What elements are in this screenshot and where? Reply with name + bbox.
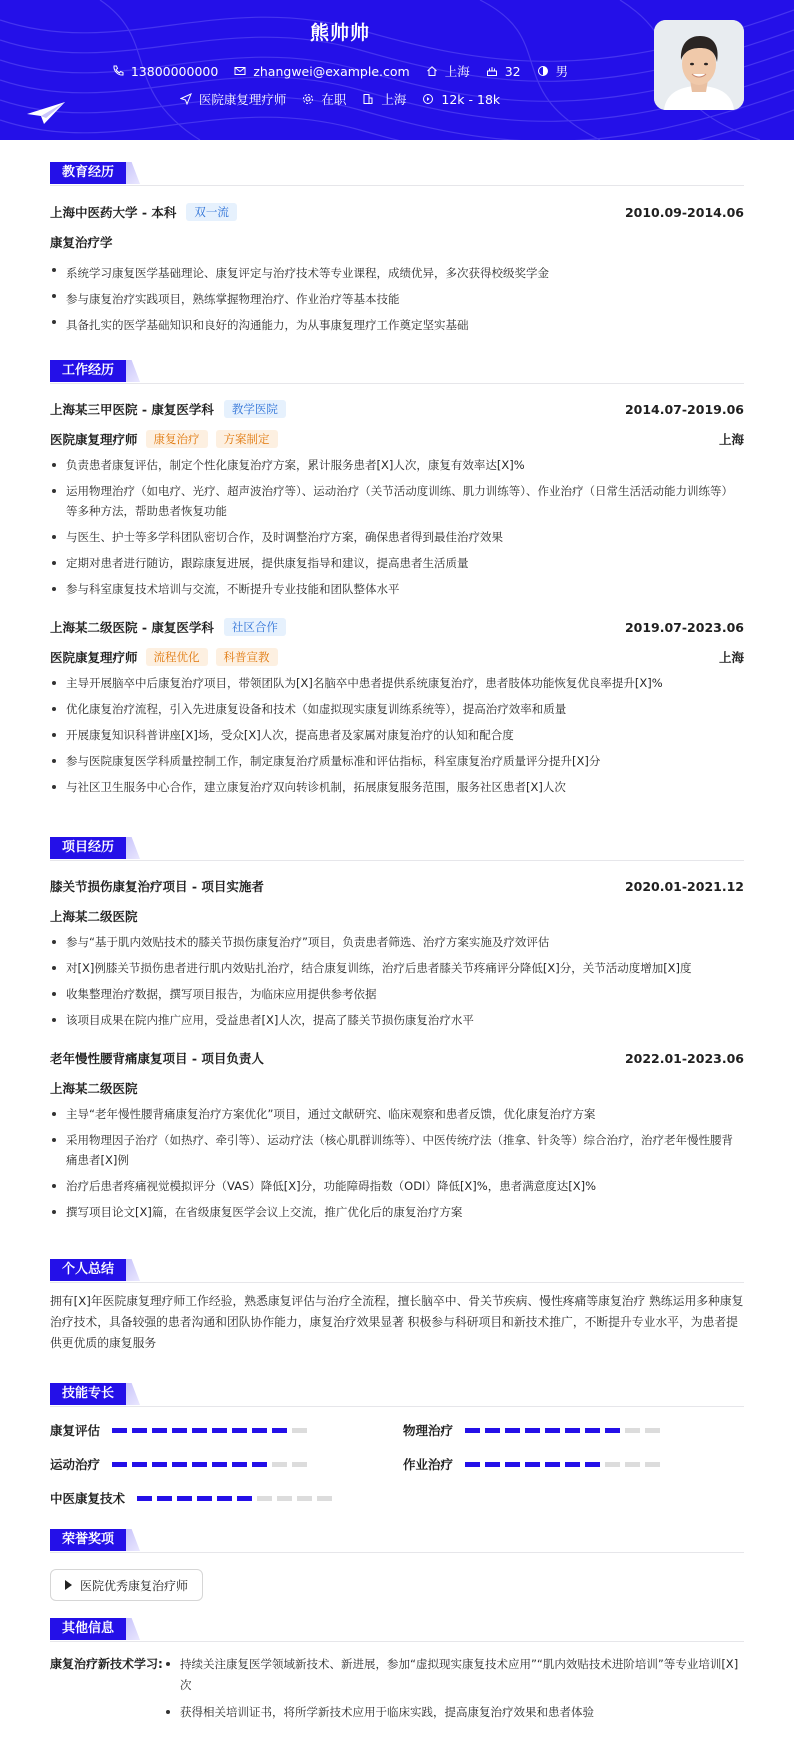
skill-dot-filled <box>112 1462 127 1467</box>
skill-dot-filled <box>505 1462 520 1467</box>
skill-dot-filled <box>525 1428 540 1433</box>
work-city: 上海 <box>718 650 744 665</box>
paper-plane-icon <box>26 100 66 126</box>
section-title <box>50 1618 744 1642</box>
skill-dot-empty <box>257 1496 272 1501</box>
skill-dot-filled <box>152 1462 167 1467</box>
gender-info <box>537 62 569 80</box>
list-item: 收集整理治疗数据，撰写项目报告，为临床应用提供参考依据 <box>50 984 744 1004</box>
other-label: 康复治疗新技术学习: <box>50 1657 163 1671</box>
skill-dot-empty <box>272 1462 287 1467</box>
work-badge: 教学医院 <box>224 400 286 418</box>
list-item: 与医生、护士等多学科团队密切合作，及时调整治疗方案，确保患者得到最佳治疗效果 <box>50 527 744 547</box>
project-org-text: 上海某二级医院 <box>50 909 138 924</box>
skill-dot-filled <box>112 1428 127 1433</box>
skill-dot-filled <box>565 1428 580 1433</box>
skill-dot-filled <box>172 1462 187 1467</box>
skill-dot-filled <box>232 1462 247 1467</box>
skill-dot-filled <box>152 1428 167 1433</box>
project-date: 2020.01-2021.12 <box>624 878 744 894</box>
list-item: 参与“基于肌内效贴技术的膝关节损伤康复治疗”项目，负责患者筛选、治疗方案实施及疗效评估 <box>50 932 744 952</box>
position-text: 医院康复理疗师 <box>198 92 287 107</box>
list-item: 参与康复治疗实践项目，熟练掌握物理治疗、作业治疗等基本技能 <box>50 286 744 312</box>
project-org <box>50 1078 744 1098</box>
skill-dot-filled <box>565 1462 580 1467</box>
project-name: 老年慢性腰背痛康复项目 - 项目负责人 <box>50 1051 264 1066</box>
skill-dot-filled <box>252 1428 267 1433</box>
skill-dot-filled <box>197 1496 212 1501</box>
send-icon <box>180 93 192 105</box>
skill-dot-filled <box>172 1428 187 1433</box>
list-item: 开展康复知识科普讲座[X]场，受众[X]人次，提高患者及家属对康复治疗的认知和配合度 <box>50 725 744 745</box>
age-info <box>486 64 521 79</box>
contact-row <box>0 62 680 80</box>
skill-dot-filled <box>485 1462 500 1467</box>
skill-dot-empty <box>645 1462 660 1467</box>
work-tag: 方案制定 <box>216 430 278 448</box>
skill-dot-filled <box>137 1496 152 1501</box>
summary-text: 拥有[X]年医院康复理疗师工作经验，熟悉康复评估与治疗全流程，擅长脑卒中、骨关节疾病、慢性疼痛等康复治疗 熟练运用多种康复治疗技术，具备较强的患者沟通和团队协作能力，康复治疗效果显著 积极参与科研项目和新技术推广，不断提升专业水平，为患者提供更优质的康复服务 <box>50 1294 744 1350</box>
major-text: 康复治疗学 <box>50 235 113 250</box>
status-info <box>302 90 346 108</box>
skill-dot-empty <box>625 1462 640 1467</box>
project-org <box>50 906 744 926</box>
section-title-tag: 工作经历 <box>50 360 126 382</box>
section-title-tag: 荣誉奖项 <box>50 1529 126 1551</box>
avatar <box>654 20 744 110</box>
list-item: 该项目成果在院内推广应用，受益患者[X]人次，提高了膝关节损伤康复治疗水平 <box>50 1010 744 1030</box>
section-title-tag: 其他信息 <box>50 1618 126 1640</box>
city-text: 上海 <box>381 92 407 107</box>
settings-icon <box>302 93 314 105</box>
status-text: 在职 <box>321 92 347 107</box>
list-item: 对[X]例膝关节损伤患者进行肌内效贴扎治疗，结合康复训练，治疗后患者膝关节疼痛评分降低[X]分，关节活动度增加[X]度 <box>50 958 744 978</box>
skill-dot-empty <box>292 1462 307 1467</box>
list-item: 负责患者康复评估，制定个性化康复治疗方案，累计服务患者[X]人次，康复有效率达[X]% <box>50 455 744 475</box>
list-item: 获得相关培训证书，将所学新技术应用于临床实践，提高康复治疗效果和患者体验 <box>164 1702 744 1723</box>
skill-name: 运动治疗 <box>50 1457 101 1472</box>
phone-icon <box>112 65 124 77</box>
work-role: 医院康复理疗师 <box>50 432 138 447</box>
project-entry <box>50 1048 744 1222</box>
section-title-tag: 个人总结 <box>50 1259 126 1281</box>
avatar-portrait <box>654 20 744 110</box>
list-item: 运用物理治疗（如电疗、光疗、超声波治疗等）、运动治疗（关节活动度训练、肌力训练等）、作业治疗（日常生活活动能力训练等）等多种方法，帮助患者恢复功能 <box>50 481 744 521</box>
skill-dot-filled <box>545 1462 560 1467</box>
project-bullets <box>50 1104 744 1222</box>
school-name: 上海中医药大学 - 本科 <box>50 205 177 220</box>
skill-dot-empty <box>625 1428 640 1433</box>
award-text: 医院优秀康复治疗师 <box>80 1578 189 1593</box>
skill-name: 中医康复技术 <box>50 1491 126 1506</box>
skill-dot-filled <box>525 1462 540 1467</box>
list-item: 参与医院康复医学科质量控制工作，制定康复治疗质量标准和评估指标，科室康复治疗质量评分提升[X]分 <box>50 751 744 771</box>
education-section <box>50 162 744 338</box>
project-bullets <box>50 932 744 1030</box>
skill-dot-empty <box>297 1496 312 1501</box>
skill-level <box>112 1428 307 1433</box>
school-badge: 双一流 <box>186 203 237 221</box>
project-org-text: 上海某二级医院 <box>50 1081 138 1096</box>
work-role-row <box>50 429 744 449</box>
list-item: 定期对患者进行随访，跟踪康复进展，提供康复指导和建议，提高患者生活质量 <box>50 553 744 573</box>
skill-dot-filled <box>237 1496 252 1501</box>
work-city: 上海 <box>718 432 744 447</box>
skill-dot-filled <box>252 1462 267 1467</box>
list-item: 系统学习康复医学基础理论、康复评定与治疗技术等专业课程，成绩优异，多次获得校级奖学金 <box>50 260 744 286</box>
skill-level <box>137 1496 332 1501</box>
skill-dot-filled <box>272 1428 287 1433</box>
work-entry <box>50 399 744 599</box>
work-org: 上海某三甲医院 - 康复医学科 <box>50 402 214 417</box>
list-item: 优化康复治疗流程，引入先进康复设备和技术（如虚拟现实康复训练系统等），提高治疗效率和质量 <box>50 699 744 719</box>
phone-text: 13800000000 <box>130 63 219 79</box>
project-entry <box>50 876 744 1030</box>
other-section <box>50 1618 744 1723</box>
coin-icon <box>422 93 434 105</box>
education-date: 2010.09-2014.06 <box>624 204 744 220</box>
skill-dot-filled <box>232 1428 247 1433</box>
project-date: 2022.01-2023.06 <box>624 1050 744 1066</box>
skill-dot-filled <box>585 1462 600 1467</box>
list-item: 参与科室康复技术培训与交流，不断提升专业技能和团队整体水平 <box>50 579 744 599</box>
section-title <box>50 1383 744 1407</box>
age-text: 32 <box>504 63 521 79</box>
work-date: 2019.07-2023.06 <box>624 619 744 635</box>
location-text: 上海 <box>444 64 470 79</box>
skill-dot-filled <box>132 1428 147 1433</box>
gender-text: 男 <box>555 64 569 79</box>
skill-dot-filled <box>545 1428 560 1433</box>
skill-dot-filled <box>177 1496 192 1501</box>
resume-header <box>0 0 794 140</box>
skill-dot-filled <box>585 1428 600 1433</box>
education-bullets <box>50 260 744 338</box>
triangle-right-icon <box>65 1580 72 1590</box>
work-badge: 社区合作 <box>224 618 286 636</box>
work-tag: 康复治疗 <box>146 430 208 448</box>
skill-dot-empty <box>277 1496 292 1501</box>
work-tag: 科普宣教 <box>216 648 278 666</box>
skill-item <box>403 1421 743 1439</box>
work-tag: 流程优化 <box>146 648 208 666</box>
education-entry-head <box>50 202 744 222</box>
skill-item <box>50 1489 403 1507</box>
section-title-tag: 教育经历 <box>50 162 126 184</box>
position-info <box>180 90 287 108</box>
list-item: 治疗后患者疼痛视觉模拟评分（VAS）降低[X]分，功能障碍指数（ODI）降低[X]%，患者满意度达[X]% <box>50 1176 744 1196</box>
skill-dot-empty <box>292 1428 307 1433</box>
work-role: 医院康复理疗师 <box>50 650 138 665</box>
skill-dot-filled <box>192 1428 207 1433</box>
skill-item <box>50 1421 403 1439</box>
cake-icon <box>486 65 498 77</box>
list-item: 主导开展脑卒中后康复治疗项目，带领团队为[X]名脑卒中患者提供系统康复治疗，患者肢体功能恢复优良率提升[X]% <box>50 673 744 693</box>
section-title <box>50 1259 744 1283</box>
work-org: 上海某二级医院 - 康复医学科 <box>50 620 214 635</box>
projects-section <box>50 837 744 1222</box>
skill-dot-empty <box>317 1496 332 1501</box>
work-entry-head <box>50 617 744 637</box>
other-bullets <box>164 1654 744 1723</box>
work-section <box>50 360 744 797</box>
city-info <box>362 90 406 108</box>
work-bullets <box>50 455 744 599</box>
skill-item <box>50 1455 403 1473</box>
skill-name: 康复评估 <box>50 1423 101 1438</box>
skill-name: 作业治疗 <box>403 1457 454 1472</box>
skill-dot-filled <box>132 1462 147 1467</box>
skill-dot-filled <box>192 1462 207 1467</box>
skills-section <box>50 1383 744 1507</box>
home-icon <box>426 65 438 77</box>
list-item: 具备扎实的医学基础知识和良好的沟通能力，为从事康复理疗工作奠定坚实基础 <box>50 312 744 338</box>
email-text: zhangwei@example.com <box>253 63 410 79</box>
phone-info <box>112 64 218 79</box>
skill-dot-filled <box>212 1428 227 1433</box>
work-entry <box>50 617 744 797</box>
building-icon <box>362 93 374 105</box>
skill-name: 物理治疗 <box>403 1423 454 1438</box>
skill-level <box>112 1462 307 1467</box>
skills-grid <box>50 1421 744 1507</box>
job-intent-row <box>0 90 680 108</box>
section-title-tag: 项目经历 <box>50 837 126 859</box>
project-entry-head <box>50 1048 744 1068</box>
skill-dot-empty <box>645 1428 660 1433</box>
project-name: 膝关节损伤康复治疗项目 - 项目实施者 <box>50 879 264 894</box>
candidate-name: 熊帅帅 <box>309 22 370 44</box>
skill-dot-filled <box>465 1462 480 1467</box>
major <box>50 232 744 252</box>
other-info <box>50 1654 744 1723</box>
skill-level <box>465 1428 660 1433</box>
list-item: 主导“老年慢性腰背痛康复治疗方案优化”项目，通过文献研究、临床观察和患者反馈，优化康复治疗方案 <box>50 1104 744 1124</box>
skill-dot-filled <box>217 1496 232 1501</box>
skill-dot-filled <box>212 1462 227 1467</box>
list-item: 采用物理因子治疗（如热疗、牵引等）、运动疗法（核心肌群训练等）、中医传统疗法（推拿、针灸等）综合治疗，治疗老年慢性腰背痛患者[X]例 <box>50 1130 744 1170</box>
gender-icon <box>537 65 549 77</box>
section-title-tag: 技能专长 <box>50 1383 126 1405</box>
skill-dot-empty <box>605 1462 620 1467</box>
project-entry-head <box>50 876 744 896</box>
email-info <box>234 64 409 79</box>
section-title <box>50 162 744 186</box>
awards-section <box>50 1529 744 1601</box>
mail-icon <box>234 65 246 77</box>
location-info <box>426 62 470 80</box>
section-title <box>50 360 744 384</box>
skill-dot-filled <box>485 1428 500 1433</box>
work-role-row <box>50 647 744 667</box>
list-item: 与社区卫生服务中心合作，建立康复治疗双向转诊机制，拓展康复服务范围，服务社区患者[X]人次 <box>50 777 744 797</box>
skill-dot-filled <box>605 1428 620 1433</box>
list-item: 持续关注康复医学领域新技术、新进展，参加“虚拟现实康复技术应用”“肌内效贴技术进阶培训”等专业培训[X]次 <box>164 1654 744 1696</box>
skill-dot-filled <box>505 1428 520 1433</box>
section-title <box>50 1529 744 1553</box>
section-title <box>50 837 744 861</box>
skill-dot-filled <box>465 1428 480 1433</box>
salary-text: 12k - 18k <box>441 91 501 107</box>
work-entry-head <box>50 399 744 419</box>
work-bullets <box>50 673 744 797</box>
skill-dot-filled <box>157 1496 172 1501</box>
work-date: 2014.07-2019.06 <box>624 401 744 417</box>
skill-item <box>403 1455 743 1473</box>
list-item: 撰写项目论文[X]篇，在省级康复医学会议上交流，推广优化后的康复治疗方案 <box>50 1202 744 1222</box>
salary-info <box>422 92 500 107</box>
summary-section <box>50 1259 744 1354</box>
award-item[interactable] <box>50 1569 203 1601</box>
skill-level <box>465 1462 660 1467</box>
